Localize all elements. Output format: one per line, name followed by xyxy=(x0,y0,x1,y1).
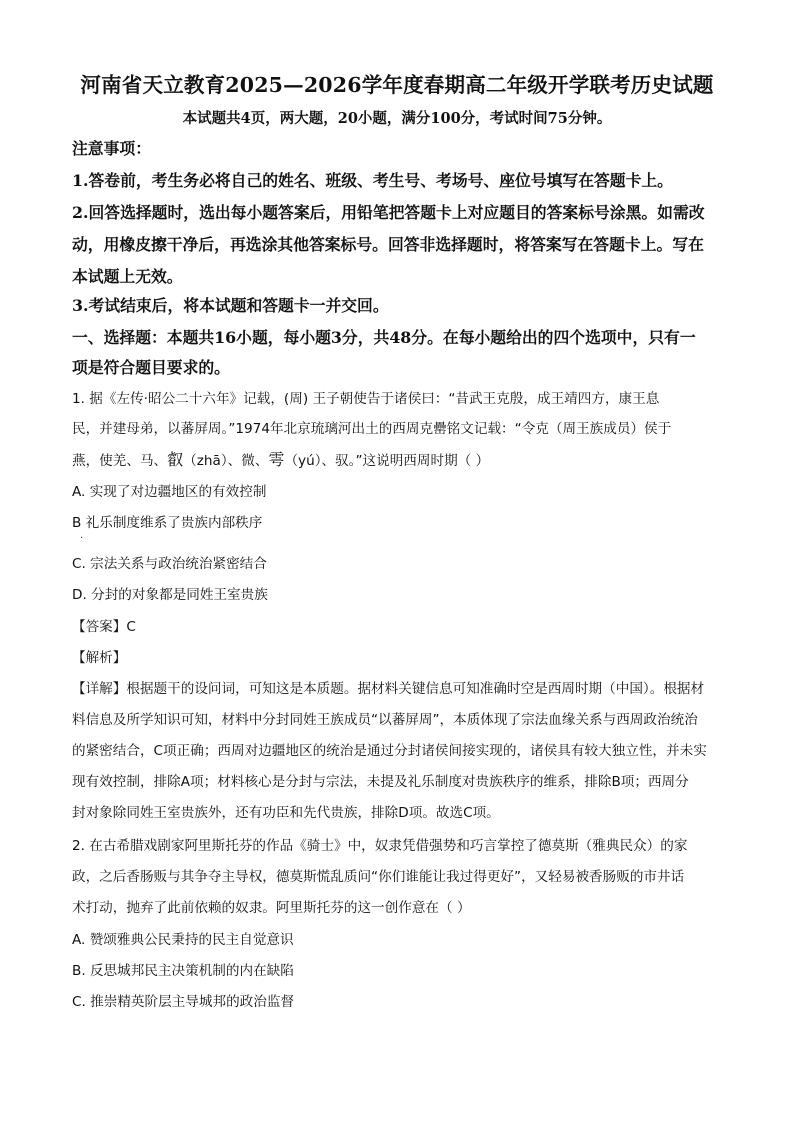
q2-stem-line-2: 政，之后香肠贩与其争夺主导权，德莫斯慌乱质问“你们谁能让我过得更好”，又轻易被香肠贩的市井话 xyxy=(72,869,685,885)
q1-analysis-line-5: 封对象除同姓王室贵族外，还有功臣和先代贵族，排除D项。故选C项。 xyxy=(72,805,500,821)
q1-answer: 【答案】C xyxy=(72,619,136,635)
q1-option-a: A. 实现了对边疆地区的有效控制 xyxy=(72,484,267,500)
notice-item-1: 1.答卷前，考生务必将自己的姓名、班级、考生号、考场号、座位号填写在答题卡上。 xyxy=(72,171,673,190)
q2-stem-line-3: 术打动，抛弃了此前依赖的奴隶。阿里斯托芬的这一创作意在（ ） xyxy=(72,900,471,916)
q1-option-c: C. 宗法关系与政治统治紧密结合 xyxy=(72,556,267,572)
notice-item-2-line-2: 动，用橡皮擦干净后，再选涂其他答案标号。回答非选择题时，将答案写在答题卡上。写在 xyxy=(72,235,704,254)
q1-analysis-line-1: 【详解】根据题干的设问词，可知这是本质题。据材料关键信息可知准确时空是西周时期（中国）。根据材 xyxy=(72,681,705,697)
exam-info-subtitle: 本试题共4页，两大题，20小题，满分100分，考试时间75分钟。 xyxy=(182,110,612,127)
q1-stem-line-3: 燕，使羌、马、叡（zhā）、微、雩（yú）、驭。”这说明西周时期（ ） xyxy=(72,450,490,469)
q1-stem-line-2: 民，并建母弟，以蕃屏周。”1974年北京琉璃河出土的西周克罍铭文记载：“令克（周王族成员）侯于 xyxy=(72,421,672,437)
q1-option-d: D. 分封的对象都是同姓王室贵族 xyxy=(72,587,268,603)
q2-option-c: C. 推崇精英阶层主导城邦的政治监督 xyxy=(72,994,295,1010)
q1-stem-line-1: 1. 据《左传·昭公二十六年》记载，(周) 王子朝使告于诸侯曰：“昔武王克殷，成王靖四方，康王息 xyxy=(72,391,660,407)
stray-dot: · xyxy=(80,533,84,544)
q1-analysis-line-4: 现有效控制，排除A项；材料核心是分封与宗法，未提及礼乐制度对贵族秩序的维系，排除B项；西周分 xyxy=(72,774,689,790)
q2-stem-line-1: 2. 在古希腊戏剧家阿里斯托芬的作品《骑士》中，奴隶凭借强势和巧言掌控了德莫斯（雅典民众）的家 xyxy=(72,838,688,854)
q2-option-b: B. 反思城邦民主决策机制的内在缺陷 xyxy=(72,963,294,979)
q1-analysis-line-2: 料信息及所学知识可知，材料中分封同姓王族成员“以蕃屏周”，本质体现了宗法血缘关系与西周政治统治 xyxy=(72,712,698,728)
section-heading-line-2: 项是符合题目要求的。 xyxy=(72,358,230,377)
notice-item-2-line-3: 本试题上无效。 xyxy=(72,267,183,286)
rare-char-zha: 叡 xyxy=(167,450,184,469)
q2-option-a: A. 赞颂雅典公民秉持的民主自觉意识 xyxy=(72,932,294,948)
q1-option-b: B 礼乐制度维系了贵族内部秩序 xyxy=(72,515,263,531)
page-title: 河南省天立教育2025—2026学年度春期高二年级开学联考历史试题 xyxy=(80,73,714,97)
notice-item-2-line-1: 2.回答选择题时，选出每小题答案后，用铅笔把答题卡上对应题目的答案标号涂黑。如需改 xyxy=(72,203,705,222)
q1-analysis-line-3: 的紧密结合，C项正确；西周对边疆地区的统治是通过分封诸侯间接实现的，诸侯具有较大独立性，并未实 xyxy=(72,743,707,759)
q1-analysis-label: 【解析】 xyxy=(72,650,127,666)
notice-heading: 注意事项： xyxy=(72,139,151,158)
notice-item-3: 3.考试结束后，将本试题和答题卡一并交回。 xyxy=(72,296,389,315)
section-heading-line-1: 一、选择题：本题共16小题，每小题3分，共48分。在每小题给出的四个选项中，只有一 xyxy=(72,328,696,347)
rare-char-yu: 雩 xyxy=(268,450,285,469)
